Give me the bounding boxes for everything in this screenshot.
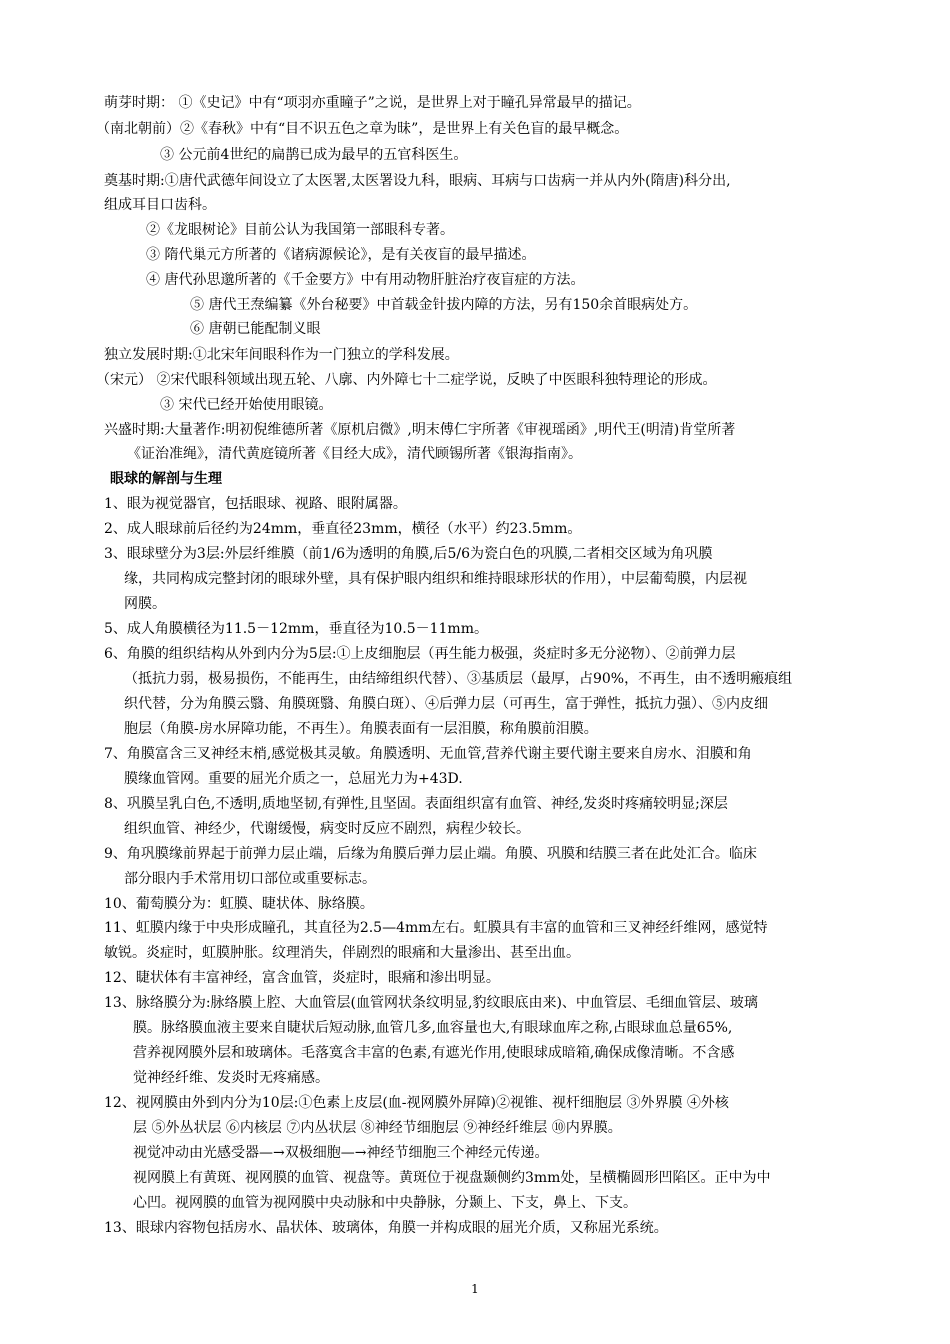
text-line: 3、眼球壁分为3层:外层纤维膜（前1/6为透明的角膜,后5/6为瓷白色的巩膜,二者相交区域为角巩膜 <box>104 546 713 562</box>
text-line: 敏锐。炎症时，虹膜肿胀。纹理消失，伴剧烈的眼痛和大量渗出、甚至出血。 <box>104 945 580 961</box>
section-heading: 眼球的解剖与生理 <box>110 471 222 487</box>
text-line: 层 ⑤外丛状层 ⑥内核层 ⑦内丛状层 ⑧神经节细胞层 ⑨神经纤维层 ⑩内界膜。 <box>133 1120 622 1136</box>
text-line: 膜缘血管网。重要的屈光介质之一，总屈光力为+43D. <box>124 771 463 787</box>
text-line: 组成耳目口齿科。 <box>104 197 216 213</box>
text-line: 网膜。 <box>124 596 166 612</box>
text-line: ⑤ 唐代王焘编纂《外台秘要》中首载金针拔内障的方法，另有150余首眼病处方。 <box>190 297 698 313</box>
text-line: 组织血管、神经少，代谢缓慢，病变时反应不剧烈，病程少较长。 <box>124 821 530 837</box>
text-line: 2、成人眼球前后径约为24mm，垂直径23mm，横径（水平）约23.5mm。 <box>104 521 582 537</box>
text-line: 9、角巩膜缘前界起于前弹力层止端，后缘为角膜后弹力层止端。角膜、巩膜和结膜三者在此处汇合。临床 <box>104 846 757 862</box>
text-line: 萌芽时期： ①《史记》中有“项羽亦重瞳子”之说，是世界上对于瞳孔异常最早的描记。 <box>104 95 641 111</box>
text-line: 12、睫状体有丰富神经，富含血管，炎症时，眼痛和渗出明显。 <box>104 970 500 986</box>
text-line: 10、葡萄膜分为：虹膜、睫状体、脉络膜。 <box>104 896 374 912</box>
text-line: 觉神经纤维、发炎时无疼痛感。 <box>133 1070 329 1086</box>
text-line: （抵抗力弱，极易损伤，不能再生，由结缔组织代替）、③基质层（最厚，占90%，不再生，由不透明瘢痕组 <box>124 671 793 687</box>
text-line: 织代替，分为角膜云翳、角膜斑翳、角膜白斑）、④后弹力层（可再生，富于弹性，抵抗力强）、⑤内皮细 <box>124 696 768 712</box>
text-line: 视网膜上有黄斑、视网膜的血管、视盘等。黄斑位于视盘颞侧约3mm处，呈横椭圆形凹陷区。正中为中 <box>133 1170 771 1186</box>
text-line: 奠基时期:①唐代武德年间设立了太医署,太医署设九科，眼病、耳病与口齿病一并从内外(隋唐)科分出, <box>104 173 731 189</box>
text-line: 《证治准绳》，清代黄庭镜所著《目经大成》，清代顾锡所著《银海指南》。 <box>127 446 582 462</box>
text-line: 8、巩膜呈乳白色,不透明,质地坚韧,有弹性,且坚固。表面组织富有血管、神经,发炎时疼痛较明显;深层 <box>104 796 728 812</box>
text-line: 6、角膜的组织结构从外到内分为5层:①上皮细胞层（再生能力极强，炎症时多无分泌物）、②前弹力层 <box>104 646 736 662</box>
text-line: 兴盛时期:大量著作:明初倪维德所著《原机启微》,明末傅仁宇所著《审视瑶函》,明代王(明清)肯堂所著 <box>104 422 736 438</box>
text-line: 5、成人角膜横径为11.5－12mm，垂直径为10.5－11mm。 <box>104 621 488 637</box>
text-line: 13、眼球内容物包括房水、晶状体、玻璃体，角膜一并构成眼的屈光介质，又称屈光系统。 <box>104 1220 668 1236</box>
text-line: 独立发展时期:①北宋年间眼科作为一门独立的学科发展。 <box>104 347 459 363</box>
text-line: 心凹。视网膜的血管为视网膜中央动脉和中央静脉，分颞上、下支，鼻上、下支。 <box>133 1195 637 1211</box>
text-line: ③ 隋代巢元方所著的《诸病源候论》，是有关夜盲的最早描述。 <box>146 247 536 263</box>
page-number: 1 <box>471 1282 479 1296</box>
text-line: 13、脉络膜分为:脉络膜上腔、大血管层(血管网状条纹明显,豹纹眼底由来)、中血管层、毛细血管层、玻璃 <box>104 995 758 1011</box>
text-line: 12、视网膜由外到内分为10层:①色素上皮层(血-视网膜外屏障)②视锥、视杆细胞层 ③外界膜 ④外核 <box>104 1095 729 1111</box>
text-line: 膜。脉络膜血液主要来自睫状后短动脉,血管几多,血容量也大,有眼球血库之称,占眼球血总量65%, <box>133 1020 733 1036</box>
text-line: 11、虹膜内缘于中央形成瞳孔，其直径为2.5—4mm左右。虹膜具有丰富的血管和三叉神经纤维网，感觉特 <box>104 920 768 936</box>
text-line: （宋元） ②宋代眼科领域出现五轮、八廓、内外障七十二症学说，反映了中医眼科独特理论的形成。 <box>96 372 717 388</box>
text-line: 1、眼为视觉器官，包括眼球、视路、眼附属器。 <box>104 496 407 512</box>
text-line: 营养视网膜外层和玻璃体。毛落寞含丰富的色素,有遮光作用,使眼球成暗箱,确保成像清晰。不含感 <box>133 1045 735 1061</box>
text-line: ④ 唐代孙思邈所著的《千金要方》中有用动物肝脏治疗夜盲症的方法。 <box>146 272 585 288</box>
text-line: ⑥ 唐朝已能配制义眼 <box>190 321 321 337</box>
text-line: 视觉冲动由光感受器—→双极细胞—→神经节细胞三个神经元传递。 <box>133 1145 549 1161</box>
text-line: ③ 宋代已经开始使用眼镜。 <box>160 397 333 413</box>
text-line: 部分眼内手术常用切口部位或重要标志。 <box>124 871 376 887</box>
text-line: 缘，共同构成完整封闭的眼球外壁，具有保护眼内组织和维持眼球形状的作用），中层葡萄膜，内层视 <box>124 571 747 587</box>
text-line: ②《龙眼树论》目前公认为我国第一部眼科专著。 <box>146 222 454 238</box>
text-line: （南北朝前）②《春秋》中有“目不识五色之章为昧”，是世界上有关色盲的最早概念。 <box>96 121 629 137</box>
text-line: ③ 公元前4世纪的扁鹊已成为最早的五官科医生。 <box>160 147 468 163</box>
text-line: 胞层（角膜-房水屏障功能，不再生）。角膜表面有一层泪膜，称角膜前泪膜。 <box>124 721 598 737</box>
text-line: 7、角膜富含三叉神经末梢,感觉极其灵敏。角膜透明、无血管,营养代谢主要代谢主要来自房水、泪膜和角 <box>104 746 752 762</box>
